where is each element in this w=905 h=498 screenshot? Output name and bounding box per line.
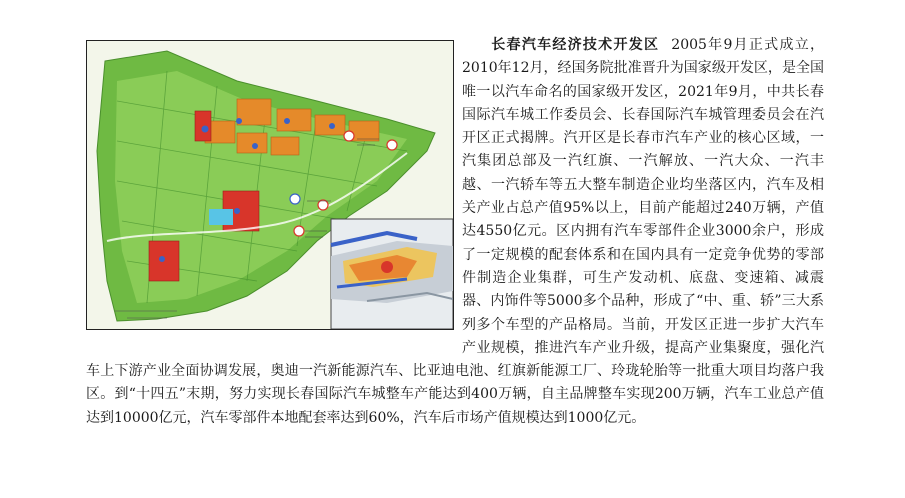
article-body: 2005年9月正式成立，2010年12月，经国务院批准晋升为国家级开发区，是全国唯一以汽车命名的国家级开发区，2021年9月，中共长春国际汽车城工作委员会、长春国际汽车城管理委员会在汽开区正式揭牌。汽开区是长春市汽车产业的核心区域，一汽集团总部及一汽红旗、一汽解放、一汽大众、一汽丰越、一汽轿车等五大整车制造企业均坐落区内，汽车及相关产业占总产值95%以上，目前产能超过240万辆，产值达4550亿元。区内拥有汽车零部件企业3000余户，形成了一定规模的配套体系和在国内具有一定竞争优势的零部件制造企业集群，可生产发动机、底盘、变速箱、减震器、内饰件等5000多个品种，形成了“中、重、轿”三大系列多个车型的产品格局。当前，开发区正进一步扩大汽车产业规模，推进汽车产业升级，提高产业集聚度，强化汽车上下游产业全面协调发展，奥迪一汽新能源汽车、比亚迪电池、红旗新能源工厂、玲珑轮胎等一批重大项目均落户我区。到“十四五”末期，努力实现长春国际汽车城整车产能达到400万辆，自主品牌整车实现200万辆，汽车工业总产值达到10000亿元，汽车零部件本地配套率达到60%，汽车后市场产值规模达到1000亿元。 xyxy=(86,37,824,426)
article-title: 长春汽车经济技术开发区 xyxy=(490,37,660,53)
article-paragraph xyxy=(86,34,824,430)
figure-spacer xyxy=(86,34,462,337)
